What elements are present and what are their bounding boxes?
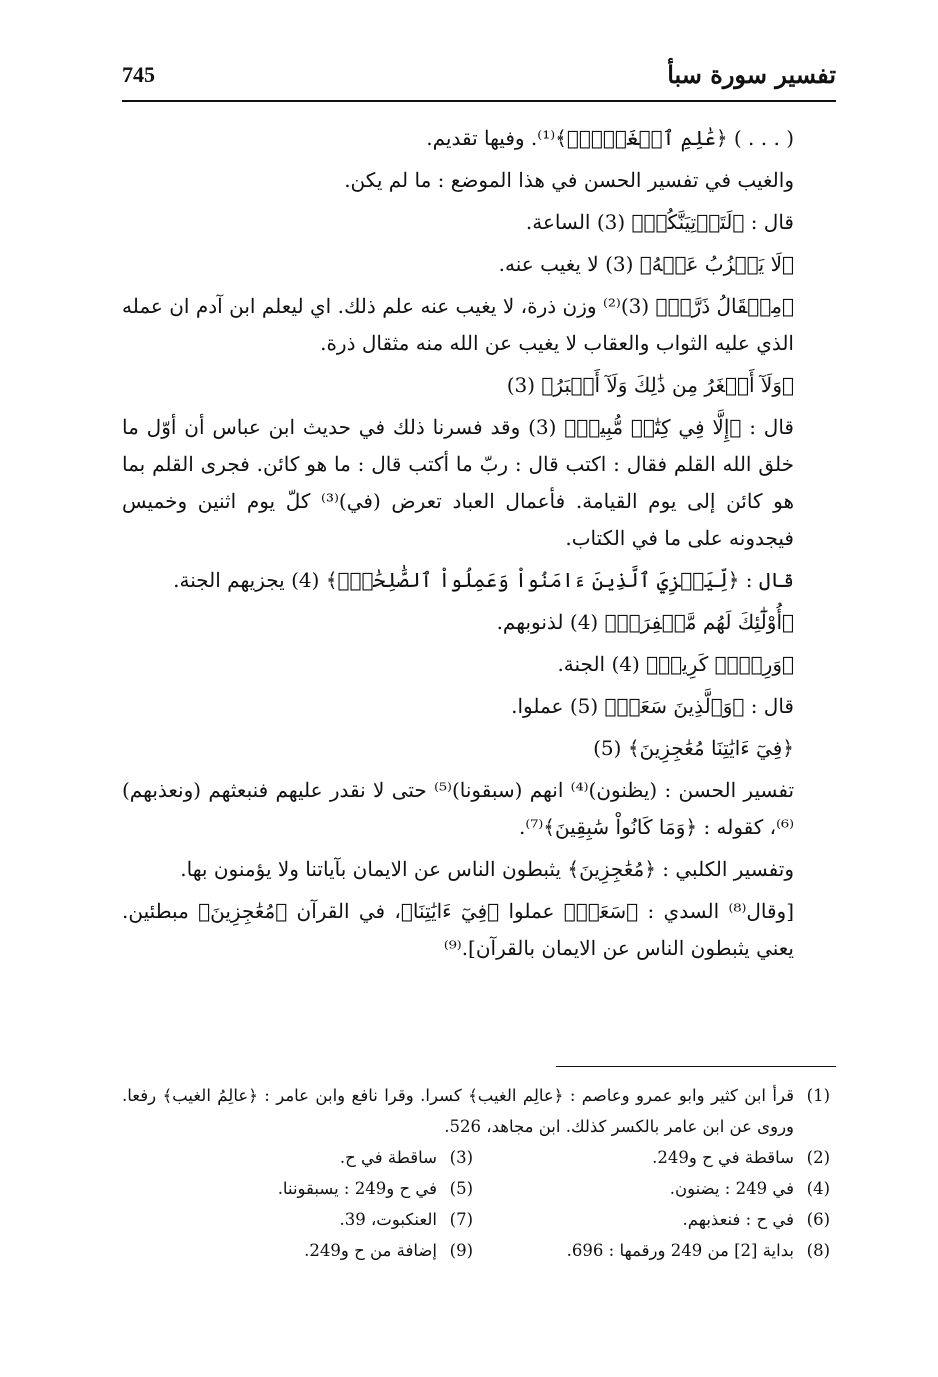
paragraph: ﴿أُوْلَٰٓئِكَ لَهُم مَّغۡفِرَةٞ﴾ (4) لذنوبهم. xyxy=(496,610,794,634)
footnote-text: ساقطة في ح و249. xyxy=(652,1148,794,1167)
footnote-row xyxy=(122,1204,836,1235)
footnote-number: (7) xyxy=(449,1210,473,1229)
footnote-6 xyxy=(479,1204,836,1235)
paragraph: ( . . . ) ﴿عَٰلِمِ ٱلۡغَيۡبِۖ﴾⁽¹⁾. وفيها تقديم. xyxy=(426,126,794,150)
footnote-number: (4) xyxy=(806,1179,830,1198)
footnote-rule xyxy=(556,1066,836,1067)
surah-title: تفسير سورة سبأ xyxy=(667,60,836,89)
footnote-8 xyxy=(479,1235,836,1266)
paragraph: تفسير الحسن : (يظنون)⁽⁴⁾ انهم (سبقونا)⁽⁵⁾ حتى لا نقدر عليهم فنبعثهم (ونعذبهم)⁽⁶⁾، كقوله : ﴿وَمَا كَانُواْ سَٰبِقِينَ﴾⁽⁷⁾. xyxy=(122,778,795,839)
footnote-number: (6) xyxy=(806,1210,830,1229)
footnote-number: (3) xyxy=(449,1148,473,1167)
paragraph: قال : ﴿وَٱلَّذِينَ سَعَوۡ﴾ (5) عملوا. xyxy=(511,694,794,718)
footnote-text: إضافة من ح و249. xyxy=(304,1241,437,1260)
running-header xyxy=(122,60,836,94)
footnotes xyxy=(122,1080,836,1266)
footnote-number: (9) xyxy=(449,1241,473,1260)
main-text xyxy=(122,120,836,967)
footnote-row xyxy=(122,1142,836,1173)
footnote-text: في 249 : يضنون. xyxy=(669,1179,794,1198)
footnote-number: (5) xyxy=(449,1179,473,1198)
paragraph: قال : ﴿لِّيَجۡزِيَ ٱلَّذِينَ ءَامَنُواْ وَعَمِلُواْ ٱلصَّٰلِحَٰتِۚ﴾ (4) يجزيهم الجنة. xyxy=(173,568,794,592)
footnote-number: (8) xyxy=(806,1241,830,1260)
footnote-9 xyxy=(122,1235,479,1266)
footnote-row xyxy=(122,1235,836,1266)
paragraph: قال : ﴿إِلَّا فِي كِتَٰبٖ مُّبِينٖ﴾ (3) وقد فسرنا ذلك في حديث ابن عباس أن أوّل ما خلق الله القلم فقال : اكتب قال : ربّ ما أكتب قال : ما هو كائن. فجرى القلم بما هو كائن إلى يوم القيامة. فأعمال العباد تعرض (في)⁽³⁾ كلّ يوم اثنين وخميس فيجدونه على ما في الكتاب. xyxy=(122,415,794,550)
paragraph: ﴿وَرِزۡقٞ كَرِيمٞ﴾ (4) الجنة. xyxy=(557,652,794,676)
footnote-text: في ح و249 : يسبقوننا. xyxy=(277,1179,437,1198)
footnote-text: قرأ ابن كثير وابو عمرو وعاصم : ﴿عالِم الغيب﴾ كسرا. وقرا نافع وابن عامر : ﴿عالِمُ الغيب﴾ رفعا. وروى عن ابن عامر بالكسر كذلك. ابن مجاهد، 526. xyxy=(122,1086,794,1136)
footnote-number: (1) xyxy=(806,1086,830,1105)
footnote-2 xyxy=(479,1142,836,1173)
paragraph: ﴿وَلَآ أَصۡغَرُ مِن ذَٰلِكَ وَلَآ أَكۡبَرُ﴾ (3) xyxy=(506,373,794,397)
footnote-text: في ح : فنعذبهم. xyxy=(682,1210,794,1229)
footnote-1 xyxy=(122,1080,836,1142)
paragraph: ﴿فِيٓ ءَايَٰتِنَا مُعَٰجِزِينَ﴾ (5) xyxy=(593,736,794,760)
paragraph: [وقال⁽⁸⁾ السدي : ﴿سَعَوۡ﴾ عملوا ﴿فِيٓ ءَايَٰتِنَا﴾، في القرآن ﴿مُعَٰجِزِينَ﴾ مبطئين. يعني يثبطون الناس عن الايمان بالقرآن].⁽⁹⁾ xyxy=(122,899,794,960)
footnote-text: ساقطة في ح. xyxy=(339,1148,437,1167)
paragraph: ﴿لَا يَعۡزُبُ عَنۡهُ﴾ (3) لا يغيب عنه. xyxy=(498,252,794,276)
footnote-row xyxy=(122,1173,836,1204)
footnote-text: العنكبوت، 39. xyxy=(339,1210,437,1229)
footnote-5 xyxy=(122,1173,479,1204)
paragraph: والغيب في تفسير الحسن في هذا الموضع : ما لم يكن. xyxy=(344,168,794,192)
page-number: 745 xyxy=(122,62,155,87)
footnote-text: بداية [2] من 249 ورقمها : 696. xyxy=(566,1241,794,1260)
footnote-7 xyxy=(122,1204,479,1235)
header-rule xyxy=(122,100,836,102)
paragraph: وتفسير الكلبي : ﴿مُعَٰجِزِينَ﴾ يثبطون الناس عن الايمان بآياتنا ولا يؤمنون بها. xyxy=(180,857,794,881)
footnote-3 xyxy=(122,1142,479,1173)
paragraph: قال : ﴿لَتَأۡتِيَنَّكُمۡ﴾ (3) الساعة. xyxy=(525,210,794,234)
footnote-number: (2) xyxy=(806,1148,830,1167)
paragraph: ﴿مِثۡقَالُ ذَرَّةٖ﴾ (3)⁽²⁾ وزن ذرة، لا يغيب عنه علم ذلك. اي ليعلم ابن آدم ان عمله الذي عليه الثواب والعقاب لا يغيب عن الله منه مثقال ذرة. xyxy=(122,294,794,355)
footnote-4 xyxy=(479,1173,836,1204)
